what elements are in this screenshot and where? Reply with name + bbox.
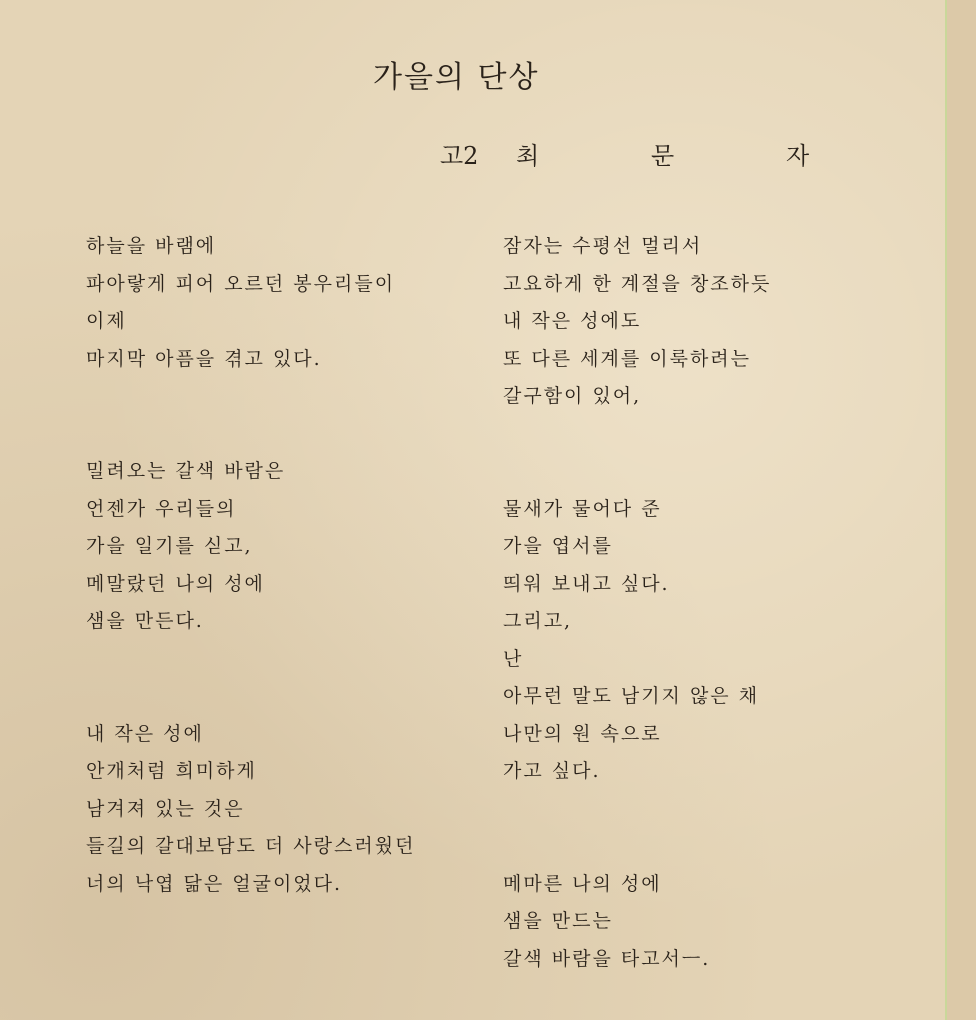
author-name-2: 문 [651, 142, 675, 170]
stanza-gap [503, 453, 771, 491]
poem-title: 가을의 단상 [373, 60, 540, 95]
poem-line: 안개처럼 희미하게 [86, 760, 257, 782]
poem-line: 가을 일기를 싣고, [86, 535, 253, 557]
poem-line: 이제 [86, 310, 127, 332]
stanza-gap [503, 828, 771, 866]
stanza-gap [503, 416, 771, 454]
poem-line: 그리고, [503, 610, 573, 632]
author-name-1: 최 [516, 142, 540, 170]
poem-line: 갈색 바람을 타고서ㅡ. [503, 947, 711, 970]
poem-line: 내 작은 성에 [86, 722, 204, 745]
poem-line: 남겨져 있는 것은 [86, 797, 245, 820]
poem-line: 하늘을 바램에 [86, 235, 217, 257]
poem-line: 띄워 보내고 싶다. [503, 572, 670, 595]
stanza-gap [86, 378, 415, 416]
poem-line: 가을 엽서를 [503, 535, 613, 557]
poem-line: 샘을 만드는 [503, 910, 613, 932]
poem-line: 가고 싶다. [503, 760, 601, 782]
poem-line: 파아랗게 피어 오르던 봉우리들이 [86, 272, 396, 295]
poem-line: 또 다른 세계를 이룩하려는 [503, 347, 752, 370]
poem-line: 밀려오는 갈색 바람은 [86, 460, 286, 482]
poem-line: 들길의 갈대보담도 더 사랑스러웠던 [86, 835, 416, 857]
stanza-gap [86, 416, 415, 454]
stanza-gap [503, 791, 771, 829]
poem-line: 언젠가 우리들의 [86, 497, 237, 520]
poem-line: 아무런 말도 남기지 않은 채 [503, 685, 760, 707]
right-column [503, 228, 771, 978]
poem-line: 난 [503, 647, 524, 670]
stanza-gap [86, 641, 415, 679]
poem-line: 물새가 물어다 준 [503, 497, 662, 520]
poem-line: 마지막 아픔을 겪고 있다. [86, 347, 322, 370]
poem-line: 잠자는 수평선 멀리서 [503, 235, 703, 257]
stanza-gap [86, 678, 415, 716]
page-right-margin [947, 0, 976, 1020]
poem-line: 메말랐던 나의 성에 [86, 572, 265, 595]
poem-line: 샘을 만든다. [86, 610, 204, 632]
poem-line: 나만의 원 속으로 [503, 722, 662, 745]
author-name-3: 자 [786, 142, 810, 170]
poem-line: 내 작은 성에도 [503, 310, 642, 332]
poem-line: 메마른 나의 성에 [503, 872, 662, 895]
poem-line: 고요하게 한 계절을 창조하듯 [503, 272, 772, 295]
author-grade: 고2 [440, 142, 479, 170]
poem-line: 갈구함이 있어, [503, 385, 642, 407]
poem-line: 너의 낙엽 닮은 얼굴이었다. [86, 872, 343, 895]
left-column [86, 228, 415, 903]
